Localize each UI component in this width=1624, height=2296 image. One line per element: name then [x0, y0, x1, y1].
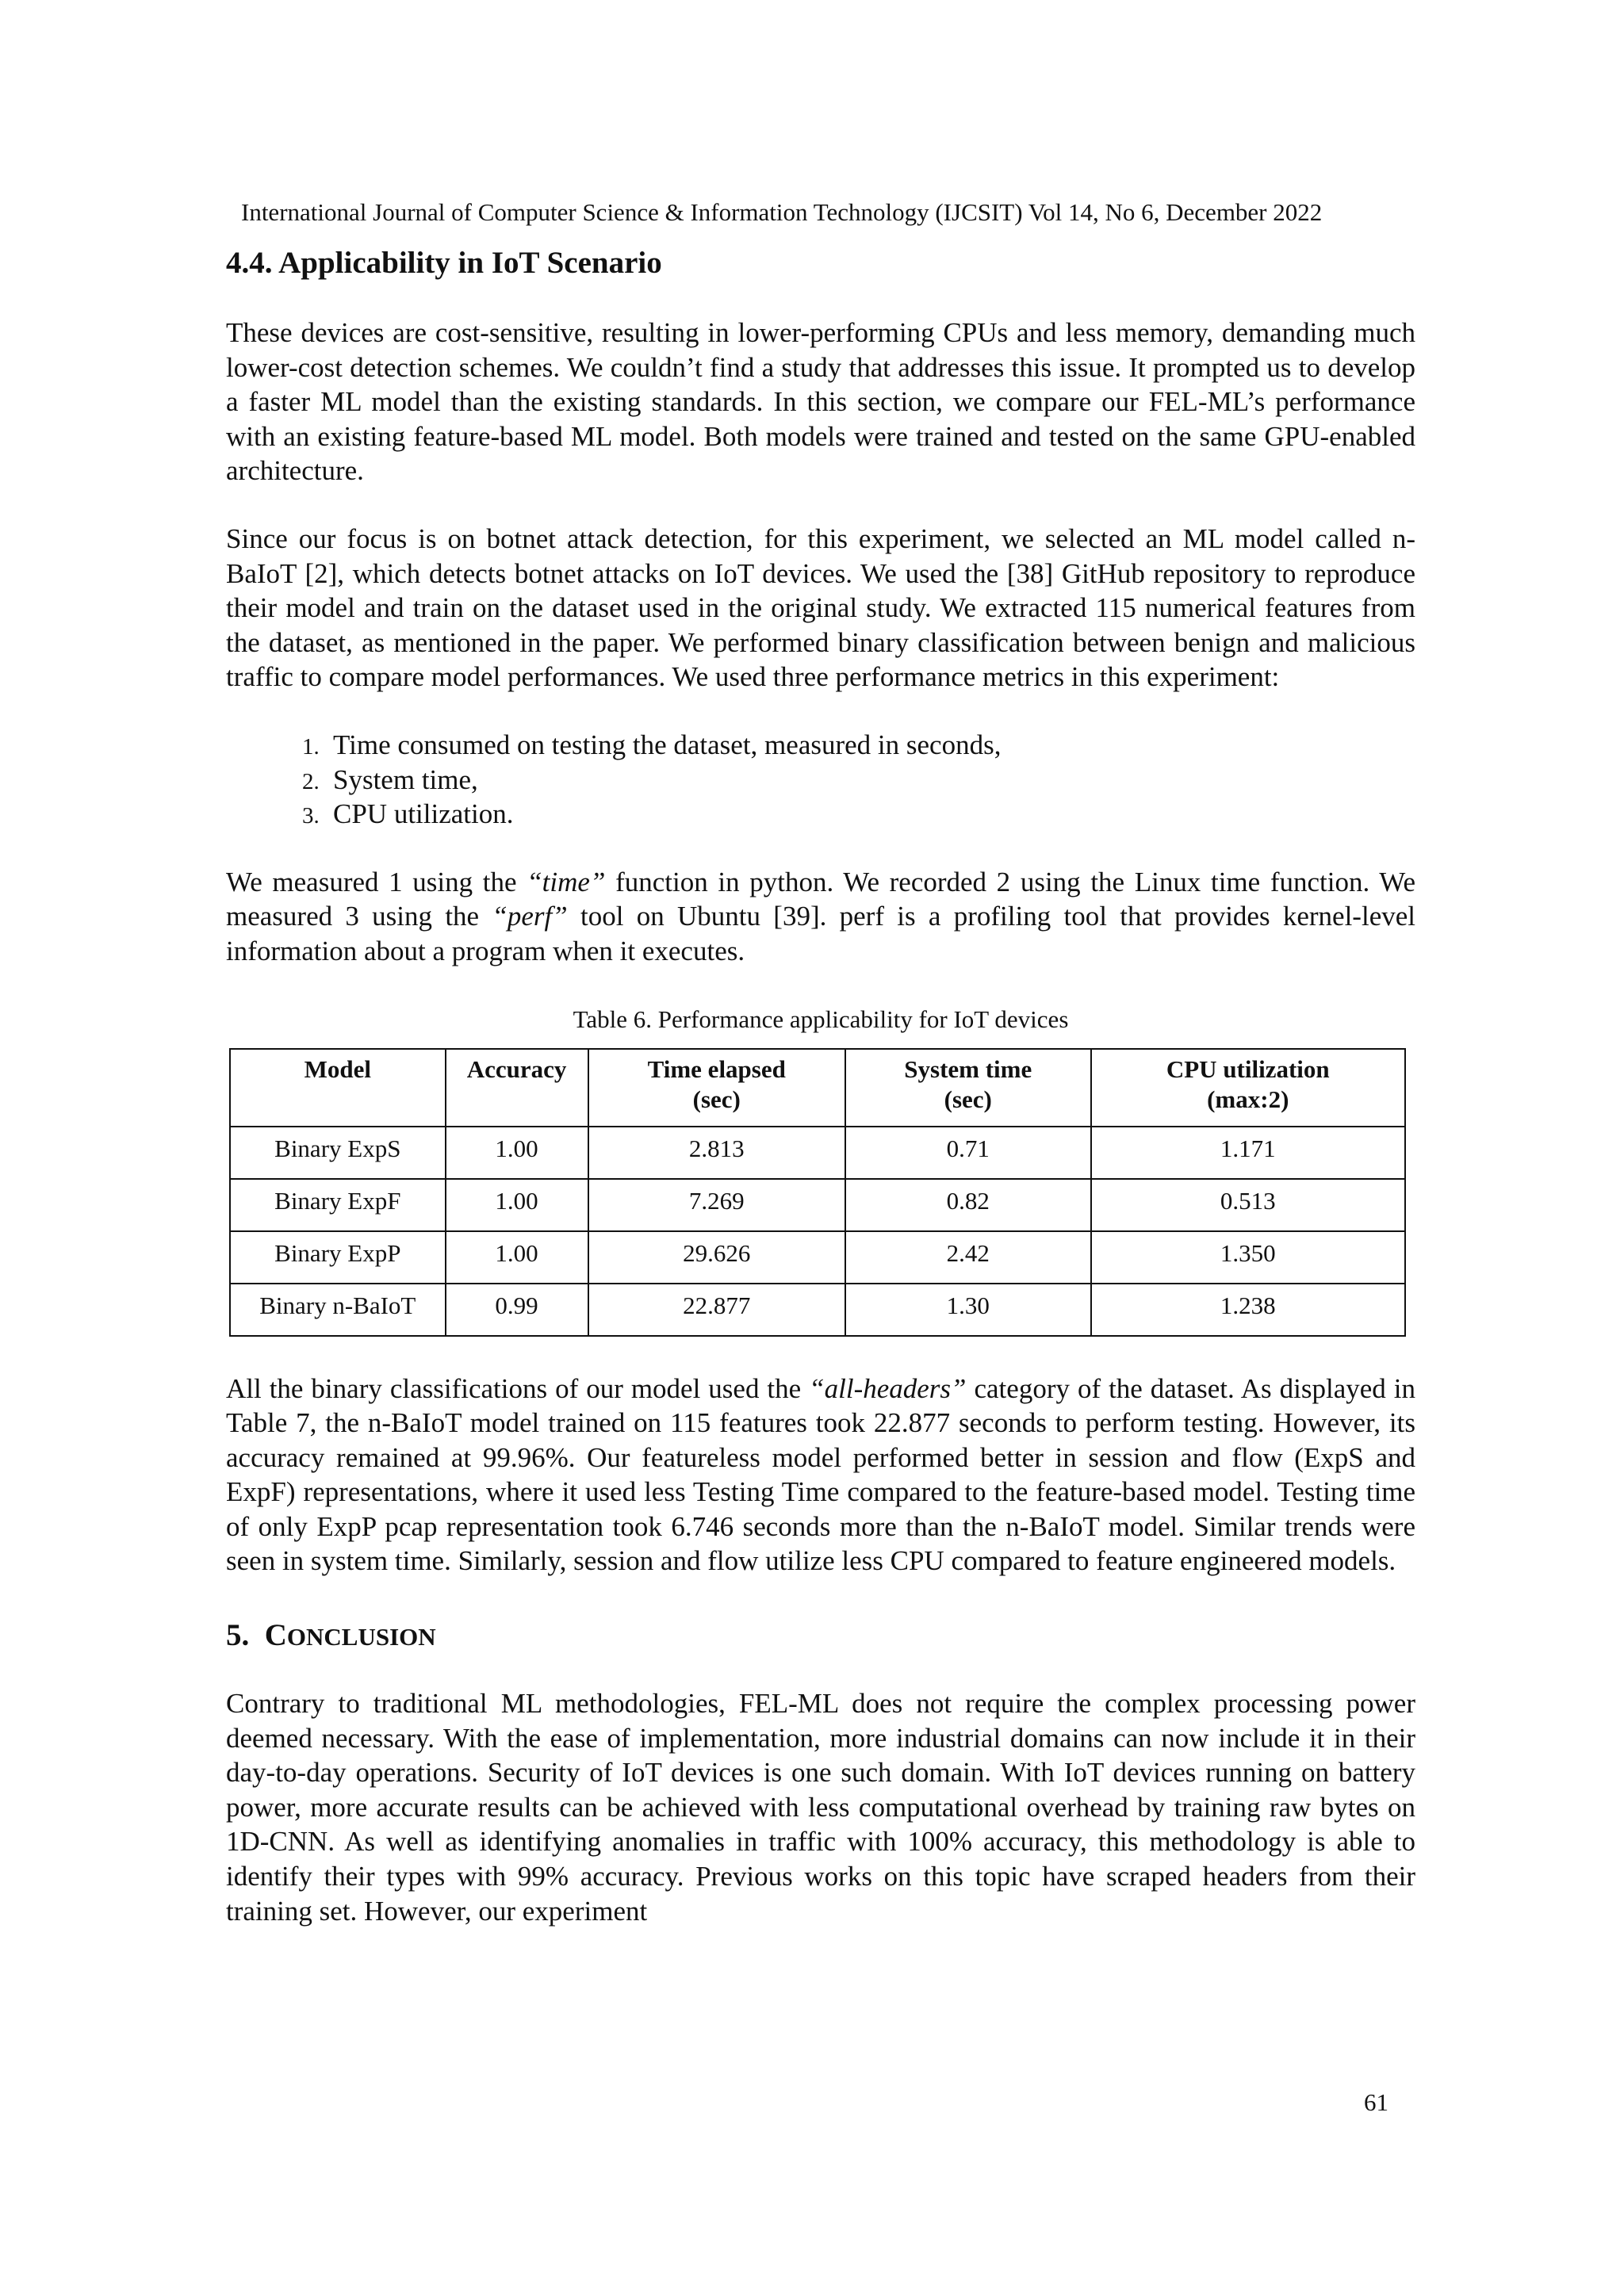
table-cell: 2.42 — [845, 1231, 1091, 1284]
header-system-time — [845, 1049, 1091, 1127]
table-cell: Binary n-BaIoT — [230, 1284, 446, 1336]
table-cell: 0.513 — [1091, 1179, 1405, 1231]
text-run: We measured 1 using the — [226, 866, 527, 897]
page-number: 61 — [1364, 2088, 1388, 2116]
header-line: (sec) — [944, 1085, 992, 1113]
section-title-rest: ONCLUSION — [286, 1623, 436, 1651]
text-run: category of the dataset. As displayed in Table 7, the n-BaIoT model trained on 115 features took 22.877 seconds to perform testing. However, its accuracy remained at 99.96%. Our featureless model performed better in session and flow (ExpS and ExpF) representations, where it used less Testing Time compared to the feature-based model. Testing time of only ExpP pcap representation took 6.746 seconds more than the n-BaIoT model. Similar trends were seen in system time. Similarly, session and flow utilize less CPU compared to feature engineered models. — [226, 1372, 1415, 1577]
list-item: 1. Time consumed on testing the dataset, measured in seconds, — [325, 728, 1415, 763]
table-row — [230, 1127, 1405, 1179]
section-title-initial: C — [264, 1618, 287, 1653]
list-item: 3. CPU utilization. — [325, 797, 1415, 832]
paragraph-iot-cost: These devices are cost-sensitive, resulting in lower-performing CPUs and less memory, demanding much lower-cost detection schemes. We couldn’t find a study that addresses this issue. It prompted us to develop a faster ML model than the existing standards. In this section, we compare our FEL-ML’s performance with an existing feature-based ML model. Both models were trained and tested on the same GPU-enabled architecture. — [226, 317, 1415, 487]
header-model — [230, 1049, 446, 1127]
table-cell: 0.82 — [845, 1179, 1091, 1231]
table-cell: 29.626 — [588, 1231, 846, 1284]
running-header: International Journal of Computer Science & Information Technology (IJCSIT) Vol 14, No 6, December 2022 — [241, 198, 1323, 226]
table-cell: Binary ExpF — [230, 1179, 446, 1231]
table-cell: Binary ExpP — [230, 1231, 446, 1284]
table-cell: 1.00 — [446, 1179, 588, 1231]
paragraph-experiment-setup: Since our focus is on botnet attack detection, for this experiment, we selected an ML model called n-BaIoT [2], which detects botnet attacks on IoT devices. We used the [38] GitHub repository to reproduce their model and train on the dataset used in the original study. We extracted 115 numerical features from the dataset, as mentioned in the paper. We performed binary classification between benign and malicious traffic to compare model performances. We used three performance metrics in this experiment: — [226, 522, 1415, 693]
header-cpu-utilization — [1091, 1049, 1405, 1127]
perf-tool-name: “perf” — [492, 901, 568, 932]
table-cell: 0.71 — [845, 1127, 1091, 1179]
main-content — [226, 241, 1415, 1961]
header-line: Model — [304, 1054, 371, 1083]
table-cell: 0.99 — [446, 1284, 588, 1336]
table-cell: 22.877 — [588, 1284, 846, 1336]
header-line: (max:2) — [1207, 1085, 1289, 1113]
table-cell: 1.238 — [1091, 1284, 1405, 1336]
table-cell: 1.00 — [446, 1127, 588, 1179]
table-header-row — [230, 1049, 1405, 1127]
list-item: 2. System time, — [325, 763, 1415, 798]
table-cell: 1.30 — [845, 1284, 1091, 1336]
header-line: (sec) — [692, 1085, 741, 1113]
section-title-conclusion — [226, 1613, 1415, 1659]
header-line: System time — [904, 1054, 1032, 1083]
paragraph-conclusion: Contrary to traditional ML methodologies, FEL-ML does not require the complex processing power deemed necessary. With the ease of implementation, more industrial domains can now include it in their day-to-day operations. Security of IoT devices is one such domain. With IoT devices running on battery power, more accurate results can be achieved with less computational overhead by training raw bytes on 1D-CNN. As well as identifying anomalies in traffic with 100% accuracy, this methodology is able to identify their types with 99% accuracy. Previous works on this topic have scraped headers from their training set. However, our experiment — [226, 1688, 1415, 1927]
header-line: CPU utilization — [1166, 1054, 1330, 1083]
table-row — [230, 1284, 1405, 1336]
paragraph-measurement — [226, 865, 1415, 969]
header-time-elapsed — [588, 1049, 846, 1127]
header-accuracy — [446, 1049, 588, 1127]
table-cell: 7.269 — [588, 1179, 846, 1231]
table-cell: 2.813 — [588, 1127, 846, 1179]
table-cell: 1.350 — [1091, 1231, 1405, 1284]
text-run: function in python. We recorded 2 using the Linux time function. We measured 3 using the — [226, 866, 1415, 932]
text-run: tool on Ubuntu [39]. perf is a profiling tool that provides kernel-level information about a program when it executes. — [226, 901, 1415, 966]
metrics-list — [226, 728, 1415, 832]
header-line: Accuracy — [466, 1054, 567, 1083]
paragraph-results — [226, 1372, 1415, 1579]
table-cell: Binary ExpS — [230, 1127, 446, 1179]
table-row — [230, 1179, 1405, 1231]
table-caption: Table 6. Performance applicability for IoT devices — [573, 1004, 1069, 1033]
table-cell: 1.171 — [1091, 1127, 1405, 1179]
all-headers-term: “all-headers” — [809, 1372, 967, 1404]
section-number: 5. — [226, 1618, 250, 1653]
time-function-name: “time” — [527, 866, 606, 897]
subsection-title: 4.4. Applicability in IoT Scenario — [226, 246, 662, 280]
table-cell: 1.00 — [446, 1231, 588, 1284]
performance-table — [229, 1048, 1406, 1337]
header-line: Time elapsed — [647, 1054, 786, 1083]
table-row — [230, 1231, 1405, 1284]
text-run: All the binary classifications of our model used the — [226, 1372, 810, 1404]
